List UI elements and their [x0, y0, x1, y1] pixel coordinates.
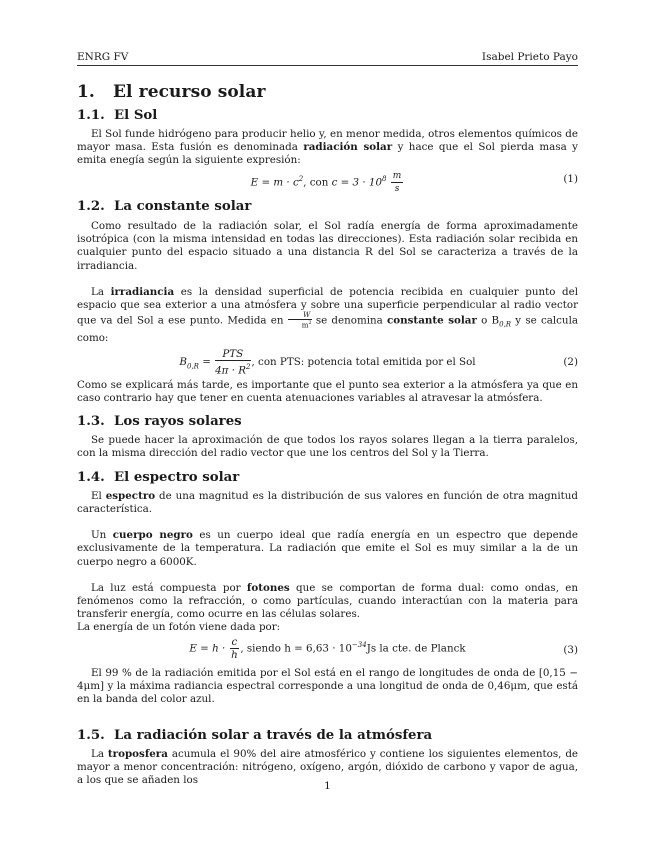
paragraph-espectro: [77, 490, 578, 516]
equation-2: [77, 345, 578, 377]
text-run: que se comportan de forma dual: como ondas, en fenómenos como la refracción, o como partículas, cuando interactúan con la materia para transferir energía, como ocurre en las células solares.: [77, 581, 579, 620]
bold-term-espectro: espectro: [105, 490, 156, 503]
bold-term-irradiancia: irradiancia: [110, 285, 175, 298]
subsection-heading-atmosfera: [77, 728, 578, 743]
subsection-number: 1.5.: [77, 728, 105, 744]
text-run: La luz está compuesta por: [91, 581, 247, 594]
equation-3-tail: Js la cte. de Planck: [366, 642, 466, 655]
text-run: y hace que el Sol pierda masa y emita enegía según la siguiente expresión:: [77, 141, 578, 167]
subsection-number: 1.4.: [77, 470, 105, 486]
section-title: El recurso solar: [113, 82, 266, 102]
equation-3-expression: E = h · $\frac{c}{h}$ , siendo $h = 6,63 \cdot 10^{-34}Js$ la cte. de Planck: [189, 635, 466, 661]
paragraph-constante-1: Como resultado de la radiación solar, el Sol radía energía de forma aproximadamente isotrópica (con la misma intensidad en todas las direcciones). Esta radiación solar recibida en cualquier punto del espacio situado a una distancia R del Sol se caracteriza a través de la irradiancia.: [77, 220, 578, 272]
section-heading: [77, 82, 578, 102]
text-run: La: [91, 285, 111, 298]
subsection-heading-espectro: [77, 470, 578, 485]
section-number: 1.: [77, 82, 95, 102]
text-run: se denomina: [311, 314, 388, 327]
unit-fraction: $\frac{W}{m^2}$: [288, 312, 312, 329]
main-content: [77, 82, 578, 788]
page-header: [77, 51, 578, 66]
bold-term-cuerpo-negro: cuerpo negro: [112, 529, 193, 542]
bold-term-fotones: fotones: [246, 581, 290, 594]
paragraph-sol: [77, 128, 578, 167]
text-run: El: [91, 490, 106, 503]
text-run: La: [91, 748, 108, 761]
header-author: Isabel Prieto Payo: [481, 51, 578, 63]
equation-3-number: (3): [563, 643, 578, 656]
equation-1-expression: $E = m \cdot c^2$, con $c = 3 \cdot 10^8$ $\frac{m}{s}$: [250, 171, 402, 195]
paragraph-cuerpo-negro: [77, 529, 578, 568]
subsection-title: La radiación solar a través de la atmósfera: [114, 728, 433, 744]
equation-3-exponent: −34: [351, 641, 367, 650]
subsection-heading-sol: [77, 108, 578, 123]
subsection-title: Los rayos solares: [114, 413, 242, 429]
subsection-number: 1.1.: [77, 108, 105, 123]
paragraph-constante-3: Como se explicará más tarde, es importante que el punto sea exterior a la atmósfera ya que en caso contrario hay que tener en cuenta atenuaciones variables al atravesar la atmósfera.: [77, 378, 578, 404]
paragraph-fotones: [77, 582, 578, 621]
equation-2-expression: $B_{0,R}$ = $\frac{\text{PTS}}{4\pi \cdot R^2}$ , con PTS: potencia total emitida por el Sol: [179, 347, 476, 377]
subsection-heading-rayos: [77, 414, 578, 429]
page-number: 1: [324, 780, 331, 792]
paragraph-rango-longitudes: El 99 % de la radiación emitida por el Sol está en el rango de longitudes de onda de [0,15 − 4μm] y la máxima radiancia espectral corresponde a una longitud de onda de 0,46μm, que está en la banda del color azul.: [77, 666, 578, 706]
paragraph-irradiancia: La irradiancia es la densidad superficial de potencia recibida en cualquier punto del espacio que sea exterior a una atmósfera y sobre una superficie perpendicular al radio vector que va del Sol a ese punto. Medida en $\frac{W}{m^2}$ se denomina constante solar o $B_{0,R}$ y se calcula como:: [77, 285, 579, 344]
text-run: y se calcula como:: [77, 314, 578, 344]
bold-term-troposfera: troposfera: [107, 748, 168, 761]
paragraph-rayos: Se puede hacer la aproximación de que todos los rayos solares llegan a la tierra paralelos, con la misma dirección del radio vector que une los centros del Sol y la Tierra.: [77, 433, 578, 460]
text-run: Un: [91, 529, 113, 542]
subsection-title: La constante solar: [114, 199, 252, 215]
subsection-number: 1.2.: [77, 199, 105, 215]
equation-1-number: (1): [563, 173, 578, 186]
subsection-title: El espectro solar: [114, 470, 240, 486]
paragraph-energia-foton: La energía de un fotón viene dada por:: [77, 620, 281, 633]
text-run: acumula el 90% del aire atmosférico y contiene los siguientes elementos, de mayor a menor concentración: nitrógeno, oxígeno, argón, dióxido de carbono y vapor de agua, a los que se añaden los: [77, 748, 579, 787]
equation-2-text: , con PTS: potencia total emitida por el Sol: [251, 355, 476, 368]
text-run: es la densidad superficial de potencia recibida en cualquier punto del espacio que sea exterior a una atmósfera y sobre una superficie perpendicular al radio vector que va del Sol a ese punto. Medida en: [77, 285, 579, 327]
equation-1: [77, 167, 578, 195]
bold-term-radiacion-solar: radiación solar: [303, 141, 393, 154]
subsection-heading-constante: [77, 199, 578, 214]
header-course: ENRG FV: [77, 51, 129, 63]
bold-term-constante-solar: constante solar: [387, 314, 477, 327]
text-run: es un cuerpo ideal que radía energía en un espectro que depende exclusivamente de la temperatura. La radiación que emite el Sol es muy similar a la de un cuerpo negro a 6000K.: [77, 529, 578, 568]
text-run: El Sol funde hidrógeno para producir helio y, en menor medida, otros elementos químicos de mayor masa. Esta fusión es denominada: [77, 128, 578, 154]
equation-2-number: (2): [563, 355, 578, 368]
text-run: o B: [476, 314, 500, 327]
equation-3-text: , siendo h = 6,63 · 10: [240, 642, 352, 655]
text-run: de una magnitud es la distribución de sus valores en función de otra magnitud característica.: [77, 490, 578, 516]
subsection-title: El Sol: [114, 108, 158, 123]
subsection-number: 1.3.: [77, 413, 105, 429]
equation-3: [77, 634, 578, 664]
